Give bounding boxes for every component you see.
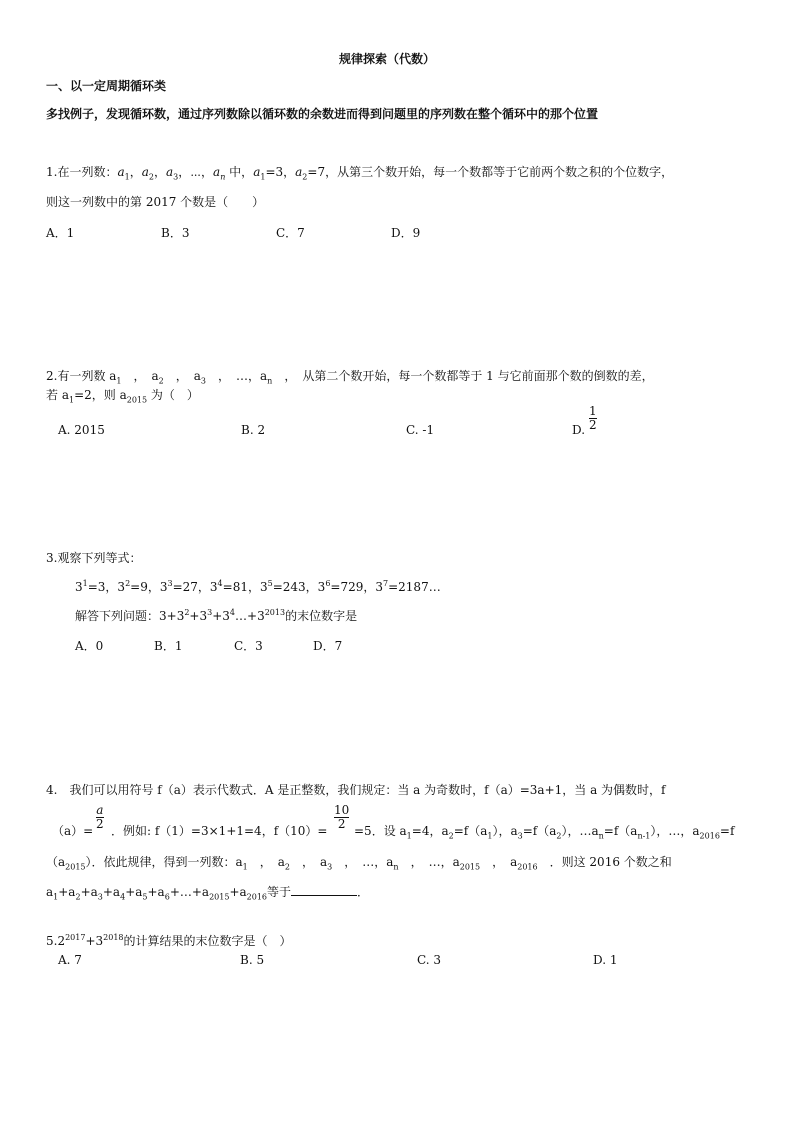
- q1-option-c: C．7: [276, 226, 305, 240]
- q2-option-c: C. -1: [406, 423, 435, 437]
- q4-fraction-10-over-2: [334, 804, 349, 831]
- q1-option-a: A．1: [46, 226, 75, 240]
- q5-option-a: A. 7: [58, 953, 82, 967]
- q1-option-d: D．9: [391, 226, 421, 240]
- q4-line1: 4. 我们可以用符号 f（a）表示代数式．A 是正整数，我们规定：当 a 为奇数时，f（a）=3a+1，当 a 为偶数时，f: [46, 783, 666, 797]
- section-heading: 一、以一定周期循环类: [46, 79, 167, 93]
- q5-line1: $5.2^{2017}+3^{2018}$的计算结果的末位数字是（ ）: [46, 933, 292, 948]
- q3-option-c: C．3: [234, 639, 263, 653]
- q3-question: 解答下列问题：$3+3^2+3^3+3^4\dots+3^{2013}$的末位数字是: [75, 608, 358, 623]
- q1-line1: 1.在一列数：$a_1$，$a_2$，$a_3$，⋯，$a_n$ 中，$a_1=3$，$a_2=7$，从第三个数开始，每一个数都等于它前两个数之积的个位数字，: [46, 165, 674, 182]
- q4-line3: $(a_{2015})$．依此规律，得到一列数：$a_1$ ， $a_2$ ， $a_3$ ， …，$a_n$ ， …，$a_{2015}$ ， $a_{2016}$ ．则这 2016 个数之和: [46, 855, 672, 872]
- q2-option-a: A. 2015: [58, 423, 105, 437]
- q5-option-c: C. 3: [417, 953, 442, 967]
- q4-line2-example: ．例如: f（1）=3×1+1=4，f（10）=: [111, 824, 328, 838]
- fraction-denominator: 2: [337, 817, 346, 831]
- q4-line4-end: ．: [357, 885, 370, 899]
- q2-line1: 2.有一列数 $a_1$ ， $a_2$ ， $a_3$ ， …，$a_n$ ， 从第二个数开始，每一个数都等于 1 与它前面那个数的倒数的差，: [46, 369, 654, 386]
- section-intro: 多找例子，发现循环数，通过序列数除以循环数的余数进而得到问题里的序列数在整个循环中的那个位置: [46, 107, 599, 121]
- q4-line2-start: （a）=: [52, 824, 94, 838]
- fraction-denominator: 2: [96, 817, 104, 831]
- fraction-numerator: a: [96, 803, 104, 817]
- q4-line2-end: =5．设 $a_1=4$，$a_2=f(a_1)$，$a_3=f(a_2)$，$\dots a_n=f(a_{n-1})$，…，$a_{2016}=f$: [354, 824, 735, 841]
- q5-option-b: B. 5: [240, 953, 265, 967]
- q1-line2: 则这一列数中的第 2017 个数是（ ）: [46, 195, 265, 209]
- q2-option-b: B. 2: [241, 423, 266, 437]
- q2-line2: 若 $a_1=2$，则 $a_{2015}$ 为（ ）: [46, 388, 199, 405]
- answer-blank: [291, 884, 357, 896]
- q3-powers: $3^1=3$，$3^2=9$，$3^3=27$，$3^4=81$，$3^5=243$，$3^6=729$，$3^7=2187\dots$: [75, 579, 441, 594]
- q2-option-d: D.: [572, 423, 586, 437]
- q5-option-d: D. 1: [593, 953, 618, 967]
- q4-fraction-a-over-2: [96, 804, 104, 831]
- q3-option-d: D．7: [313, 639, 343, 653]
- q3-option-a: A．0: [75, 639, 104, 653]
- fraction-numerator: 10: [334, 803, 350, 817]
- q4-sum-expression: $a_1+a_2+a_3+a_4+a_5+a_6+\dots+a_{2015}+a_{2016}$等于: [46, 885, 292, 902]
- page-title: 规律探索（代数）: [339, 52, 436, 66]
- q3-intro: 3.观察下列等式：: [46, 551, 142, 565]
- q1-option-b: B．3: [161, 226, 190, 240]
- q4-line4: [46, 883, 369, 901]
- fraction-denominator: 2: [589, 418, 597, 432]
- q2-fraction-half: [589, 405, 597, 432]
- q3-option-b: B．1: [154, 639, 183, 653]
- fraction-numerator: 1: [589, 404, 597, 418]
